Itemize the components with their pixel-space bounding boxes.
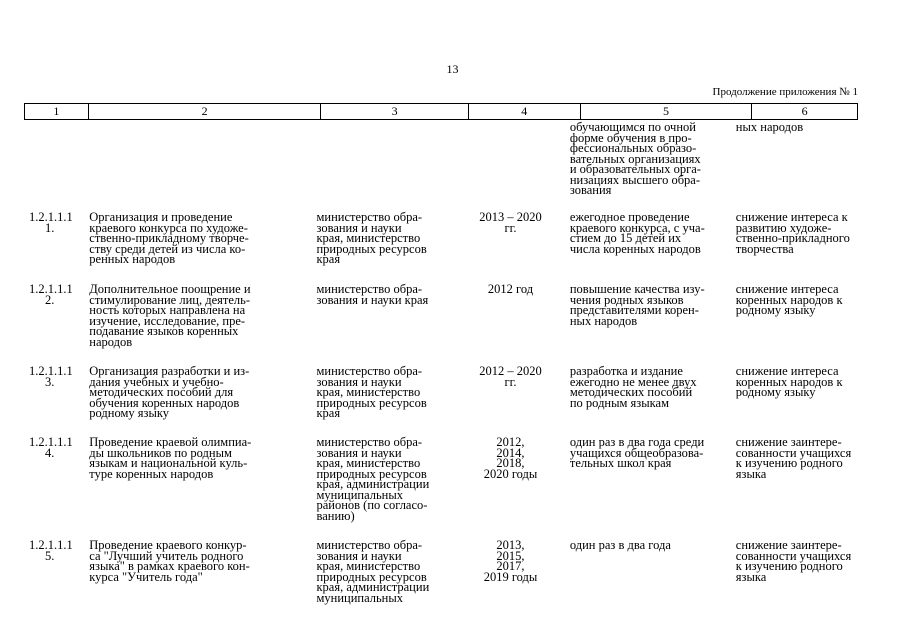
row-number: 1.2.1.1.1 3. [29,364,73,389]
executor-cell: министерство обра- зования и науки края, министерство природных ресурсов края [316,364,427,420]
result-cell: обучающимся по очной форме обучения в про- фессиональных образо- вательных организациях и образовательных орга- низациях высшего обра- зования [569,120,701,197]
executor-cell: министерство обра- зования и науки края, министерство природных ресурсов края [316,210,427,266]
row-number: 1.2.1.1.1 2. [29,282,73,307]
measure-cell: Проведение краевого конкур- са "Лучший учитель родного языка" в рамках краевого кон- курса "Учитель года" [89,538,250,584]
header-col-2: 2 [89,104,321,119]
table-row [24,284,858,347]
row-number [24,122,86,196]
measure-cell: Проведение краевой олимпиа- ды школьников по родным языкам и национальной куль- туре коренных народов [89,435,252,481]
measure-cell: Дополнительное поощрение и стимулирование лиц, деятель- ность которых направлена на изучение, исследование, пре- подавание языков коренных народов [89,282,251,349]
table-row [24,212,858,265]
effect-cell: снижение интереса к развитию художе- ственно-прикладного творчества [735,210,850,256]
header-col-5: 5 [581,104,753,119]
row-number: 1.2.1.1.1 1. [29,210,73,235]
header-col-1: 1 [25,104,89,119]
result-cell: один раз в два года среди учащихся общеобразова- тельных школ края [569,435,705,470]
measure-cell: Организация и проведение краевого конкурса по художе- ственно-прикладному творче- ству среди детей из числа ко- ренных народов [89,210,249,266]
result-cell: разработка и издание ежегодно не менее двух методических пособий по родным языкам [569,364,697,410]
table-row [24,122,858,196]
effect-cell: снижение интереса коренных народов к родному языку [735,282,843,317]
period-cell: 2012, 2014, 2018, 2020 годы [483,435,538,481]
result-cell: один раз в два года [569,538,671,552]
table-row [24,437,858,521]
table-header [24,103,858,120]
period-cell: 2012 – 2020 гг. [479,364,542,389]
result-cell: ежегодное проведение краевого конкурса, с уча- стием до 15 детей их числа коренных народов [569,210,705,256]
page-number: 13 [446,62,459,76]
measure-cell: Организация разработки и из- дания учебных и учебно- методических пособий для обучения коренных народов родному языку [89,364,250,420]
effect-cell: ных народов [735,120,804,134]
effect-cell: снижение заинтере- сованности учащихся к изучению родного языка [735,538,852,584]
header-col-3: 3 [321,104,469,119]
table-row [24,366,858,419]
result-cell: повышение качества изу- чения родных языков представителями корен- ных народов [569,282,705,328]
row-number: 1.2.1.1.1 4. [29,435,73,460]
executor-cell: министерство обра- зования и науки края [316,282,429,307]
table-row [24,540,858,603]
header-col-6: 6 [801,104,808,118]
executor-cell [312,122,456,196]
row-number: 1.2.1.1.1 5. [29,538,73,563]
measure-cell [86,122,290,196]
period-cell: 2012 год [487,282,534,296]
period-cell: 2013 – 2020 гг. [479,210,542,235]
executor-cell: министерство обра- зования и науки края, министерство природных ресурсов края, администрации муниципальных районов (по согласо- ванию) [316,435,430,523]
period-cell: 2013, 2015, 2017, 2019 годы [483,538,538,584]
effect-cell: снижение заинтере- сованности учащихся к изучению родного языка [735,435,852,481]
effect-cell: снижение интереса коренных народов к родному языку [735,364,843,399]
executor-cell: министерство обра- зования и науки края, министерство природных ресурсов края, администрации муниципальных [316,538,430,605]
continuation-label: Продолжение приложения № 1 [712,86,858,98]
header-col-4: 4 [469,104,581,119]
period-cell [456,122,565,196]
